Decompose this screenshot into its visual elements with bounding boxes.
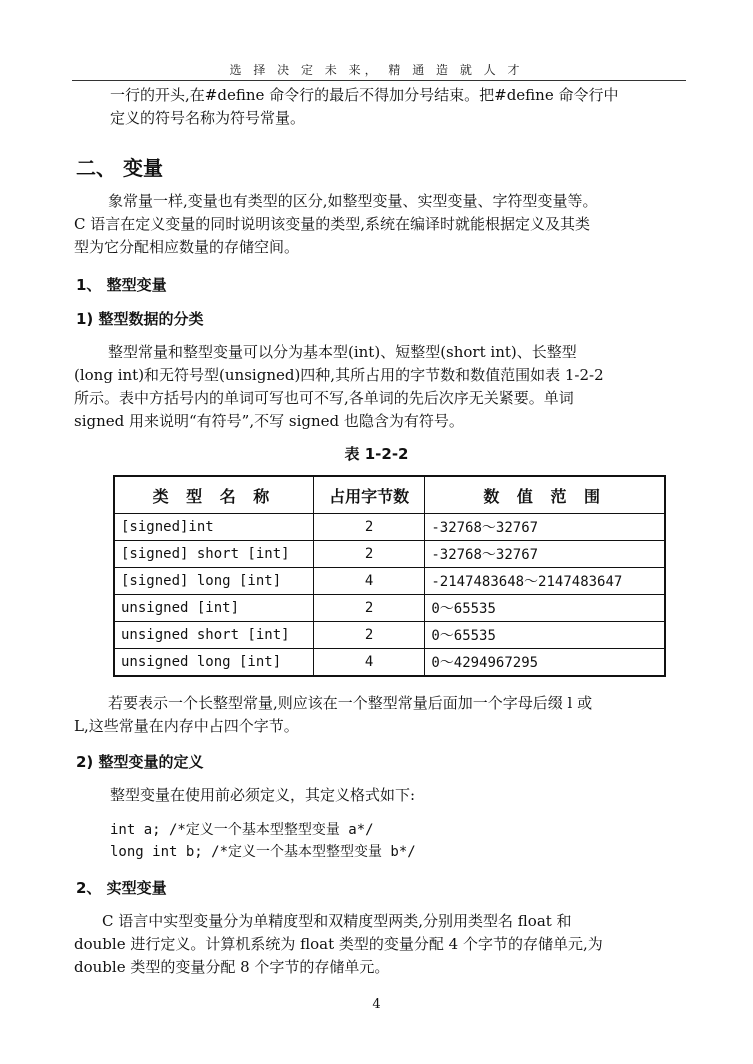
table-row	[114, 649, 665, 677]
para-real-line-1: C 语言中实型变量分为单精度型和双精度型两类,分别用类型名 float 和	[102, 912, 572, 930]
section-heading-variables: 二、 变量	[76, 156, 163, 180]
table-cell-type: [signed] short [int]	[114, 541, 313, 568]
table-cell-type: [signed]int	[114, 514, 313, 541]
table-cell-type: unsigned long [int]	[114, 649, 313, 677]
para-variables-line-1: 象常量一样,变量也有类型的区分,如整型变量、实型变量、字符型变量等。	[108, 192, 598, 210]
subheading-integer-variables: 1、 整型变量	[76, 276, 167, 294]
table-cell-range: 0～65535	[425, 622, 665, 649]
para-long-constant-line-1: 若要表示一个长整型常量,则应该在一个整型常量后面加一个字母后缀 l 或	[108, 694, 593, 712]
table-cell-range: -32768～32767	[425, 514, 665, 541]
code-line-1: int a; /*定义一个基本型整型变量 a*/	[110, 822, 374, 838]
code-line-2: long int b; /*定义一个基本型整型变量 b*/	[110, 844, 416, 860]
table-cell-bytes: 2	[313, 541, 424, 568]
table-cell-range: 0～4294967295	[425, 649, 665, 677]
intro-line-2: 定义的符号名称为符号常量。	[110, 109, 306, 127]
table-header-type-name: 类 型 名 称	[114, 476, 313, 514]
page-number: 4	[372, 997, 381, 1012]
intro-line-1: 一行的开头,在#define 命令行的最后不得加分号结束。把#define 命令行中	[110, 86, 619, 104]
table-cell-type: [signed] long [int]	[114, 568, 313, 595]
para-long-constant-line-2: L,这些常量在内存中占四个字节。	[74, 717, 299, 735]
integer-types-table	[113, 475, 666, 677]
table-row	[114, 541, 665, 568]
header-divider	[72, 80, 686, 81]
para-real-line-2: double 进行定义。计算机系统为 float 类型的变量分配 4 个字节的存储单元,为	[74, 935, 603, 953]
para-integer-line-3: 所示。表中方括号内的单词可写也可不写,各单词的先后次序无关紧要。单词	[74, 389, 574, 407]
table-cell-bytes: 4	[313, 568, 424, 595]
table-cell-range: -32768～32767	[425, 541, 665, 568]
table-cell-bytes: 2	[313, 595, 424, 622]
table-row	[114, 595, 665, 622]
subheading-integer-classification: 1) 整型数据的分类	[76, 310, 204, 328]
page-header: 选 择 决 定 未 来， 精 通 造 就 人 才	[229, 63, 524, 77]
table-cell-type: unsigned short [int]	[114, 622, 313, 649]
table-header-row	[114, 476, 665, 514]
table-caption: 表 1-2-2	[344, 445, 409, 463]
para-real-line-3: double 类型的变量分配 8 个字节的存储单元。	[74, 958, 390, 976]
table-cell-bytes: 2	[313, 514, 424, 541]
table-header-bytes: 占用字节数	[313, 476, 424, 514]
table-row	[114, 514, 665, 541]
table-cell-range: 0～65535	[425, 595, 665, 622]
para-integer-line-2: (long int)和无符号型(unsigned)四种,其所占用的字节数和数值范围如表 1-2-2	[74, 366, 604, 384]
table-cell-range: -2147483648～2147483647	[425, 568, 665, 595]
table-header-range: 数 值 范 围	[425, 476, 665, 514]
para-definition-line-1: 整型变量在使用前必须定义，其定义格式如下:	[110, 786, 416, 804]
para-variables-line-3: 型为它分配相应数量的存储空间。	[74, 238, 300, 256]
table-row	[114, 622, 665, 649]
para-integer-line-1: 整型常量和整型变量可以分为基本型(int)、短整型(short int)、长整型	[108, 343, 577, 361]
table-cell-bytes: 2	[313, 622, 424, 649]
table-cell-type: unsigned [int]	[114, 595, 313, 622]
para-variables-line-2: C 语言在定义变量的同时说明该变量的类型,系统在编译时就能根据定义及其类	[74, 215, 591, 233]
subheading-integer-definition: 2) 整型变量的定义	[76, 753, 204, 771]
table-row	[114, 568, 665, 595]
table-cell-bytes: 4	[313, 649, 424, 677]
para-integer-line-4: signed 用来说明“有符号”,不写 signed 也隐含为有符号。	[74, 412, 464, 430]
subheading-real-variables: 2、 实型变量	[76, 879, 167, 897]
